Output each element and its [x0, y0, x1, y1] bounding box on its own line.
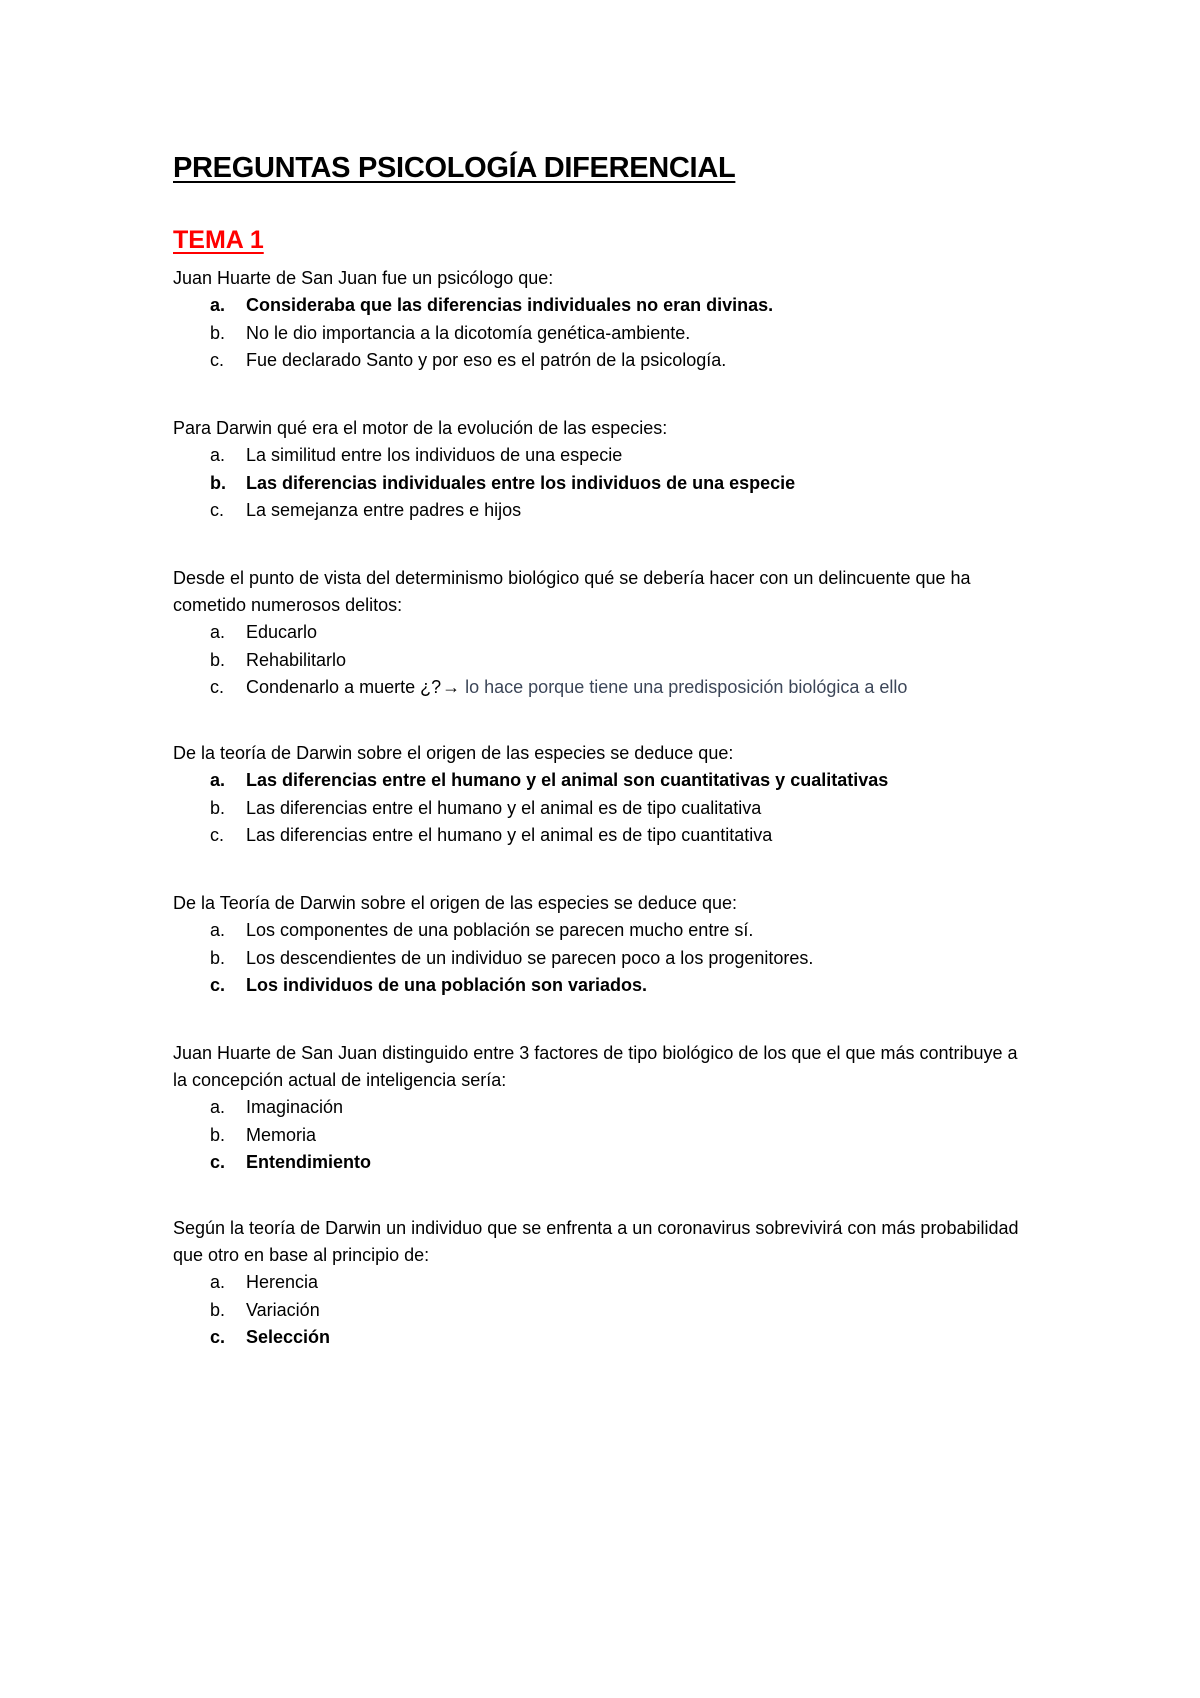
- answer-option: [173, 674, 1033, 702]
- option-text: Selección: [246, 1327, 331, 1347]
- option-text: Rehabilitarlo: [246, 649, 347, 670]
- answer-options: [173, 619, 1033, 702]
- question-text: Desde el punto de vista del determinismo biológico qué se debería hacer con un delincuente que ha cometido numerosos delitos:: [173, 568, 971, 615]
- answer-options: [173, 1269, 1033, 1352]
- option-letter: c.: [210, 1327, 226, 1347]
- answer-options: [173, 292, 1033, 375]
- question-1: [173, 265, 1033, 375]
- option-text: Herencia: [246, 1272, 319, 1292]
- answer-option: [173, 497, 1033, 525]
- question-text: De la Teoría de Darwin sobre el origen de las especies se deduce que:: [173, 893, 738, 913]
- question-5: [173, 890, 1033, 1000]
- option-letter: a.: [210, 1272, 226, 1292]
- question-text: Juan Huarte de San Juan fue un psicólogo que:: [173, 268, 554, 288]
- answer-option: [173, 1122, 1033, 1150]
- option-text: Variación: [246, 1299, 320, 1320]
- option-text: Las diferencias individuales entre los individuos de una especie: [246, 472, 796, 493]
- option-letter: b.: [210, 472, 226, 493]
- option-letter: b.: [210, 797, 226, 818]
- document-page: [173, 150, 1033, 1347]
- answer-option-correct: [173, 1149, 1033, 1177]
- option-letter: b.: [210, 322, 226, 343]
- question-text: Según la teoría de Darwin un individuo que se enfrenta a un coronavirus sobrevivirá con más probabilidad que otro en base al principio de:: [173, 1218, 1019, 1265]
- option-letter: b.: [210, 947, 226, 968]
- option-text: La semejanza entre padres e hijos: [246, 500, 522, 520]
- option-text: Consideraba que las diferencias individuales no eran divinas.: [246, 295, 774, 315]
- option-text: Las diferencias entre el humano y el animal son cuantitativas y cualitativas: [246, 770, 889, 790]
- answer-option: [173, 347, 1033, 375]
- option-letter: b.: [210, 1124, 226, 1145]
- question-text: Juan Huarte de San Juan distinguido entre 3 factores de tipo biológico de los que el que más contribuye a la concepción actual de inteligencia sería:: [173, 1043, 1018, 1090]
- section-title: TEMA 1: [173, 226, 264, 254]
- answer-option: [173, 647, 1033, 675]
- option-letter: a.: [210, 920, 226, 940]
- option-letter: c.: [210, 975, 226, 995]
- option-letter: c.: [210, 1152, 226, 1172]
- option-text: La similitud entre los individuos de una especie: [246, 445, 623, 465]
- option-text: Imaginación: [246, 1097, 344, 1117]
- answer-option: [173, 917, 1033, 945]
- answer-option: [173, 822, 1033, 850]
- option-text: Las diferencias entre el humano y el animal es de tipo cualitativa: [246, 797, 762, 818]
- option-letter: b.: [210, 649, 226, 670]
- option-text: Entendimiento: [246, 1152, 371, 1172]
- question-7: [173, 1215, 1033, 1352]
- answer-option: [173, 619, 1033, 647]
- option-letter: c.: [210, 350, 225, 370]
- answer-options: [173, 917, 1033, 1000]
- arrow-right-icon: →: [442, 677, 461, 697]
- answer-option: [173, 945, 1033, 973]
- answer-option: [173, 320, 1033, 348]
- answer-option: [173, 1094, 1033, 1122]
- option-text: Educarlo: [246, 622, 318, 642]
- answer-option-correct: [173, 972, 1033, 1000]
- option-text: Condenarlo a muerte ¿?: [246, 677, 442, 697]
- answer-option-correct: [173, 470, 1033, 498]
- option-letter: a.: [210, 770, 226, 790]
- option-text: Fue declarado Santo y por eso es el patrón de la psicología.: [246, 350, 727, 370]
- question-4: [173, 740, 1033, 850]
- question-text: Para Darwin qué era el motor de la evolución de las especies:: [173, 418, 668, 438]
- answer-option: [173, 795, 1033, 823]
- option-letter: a.: [210, 622, 226, 642]
- option-note: lo hace porque tiene una predisposición biológica a ello: [465, 677, 908, 697]
- question-6: [173, 1040, 1033, 1177]
- option-letter: a.: [210, 1097, 226, 1117]
- answer-option: [173, 442, 1033, 470]
- answer-option-correct: [173, 292, 1033, 320]
- question-text: De la teoría de Darwin sobre el origen de las especies se deduce que:: [173, 743, 734, 763]
- document-title: PREGUNTAS PSICOLOGÍA DIFERENCIAL: [173, 152, 736, 184]
- answer-options: [173, 767, 1033, 850]
- option-letter: c.: [210, 677, 225, 697]
- option-text: Los descendientes de un individuo se parecen poco a los progenitores.: [246, 947, 814, 968]
- option-letter: c.: [210, 500, 225, 520]
- answer-option-correct: [173, 767, 1033, 795]
- answer-option: [173, 1269, 1033, 1297]
- option-letter: a.: [210, 445, 226, 465]
- option-letter: b.: [210, 1299, 226, 1320]
- option-text: No le dio importancia a la dicotomía genética-ambiente.: [246, 322, 691, 343]
- option-text: Memoria: [246, 1124, 317, 1145]
- answer-options: [173, 442, 1033, 525]
- option-letter: a.: [210, 295, 226, 315]
- option-letter: c.: [210, 825, 225, 845]
- question-2: [173, 415, 1033, 525]
- answer-options: [173, 1094, 1033, 1177]
- option-text: Las diferencias entre el humano y el animal es de tipo cuantitativa: [246, 825, 773, 845]
- option-text: Los componentes de una población se parecen mucho entre sí.: [246, 920, 754, 940]
- option-text: Los individuos de una población son variados.: [246, 975, 648, 995]
- answer-option-correct: [173, 1324, 1033, 1352]
- question-3: [173, 565, 1033, 702]
- answer-option: [173, 1297, 1033, 1325]
